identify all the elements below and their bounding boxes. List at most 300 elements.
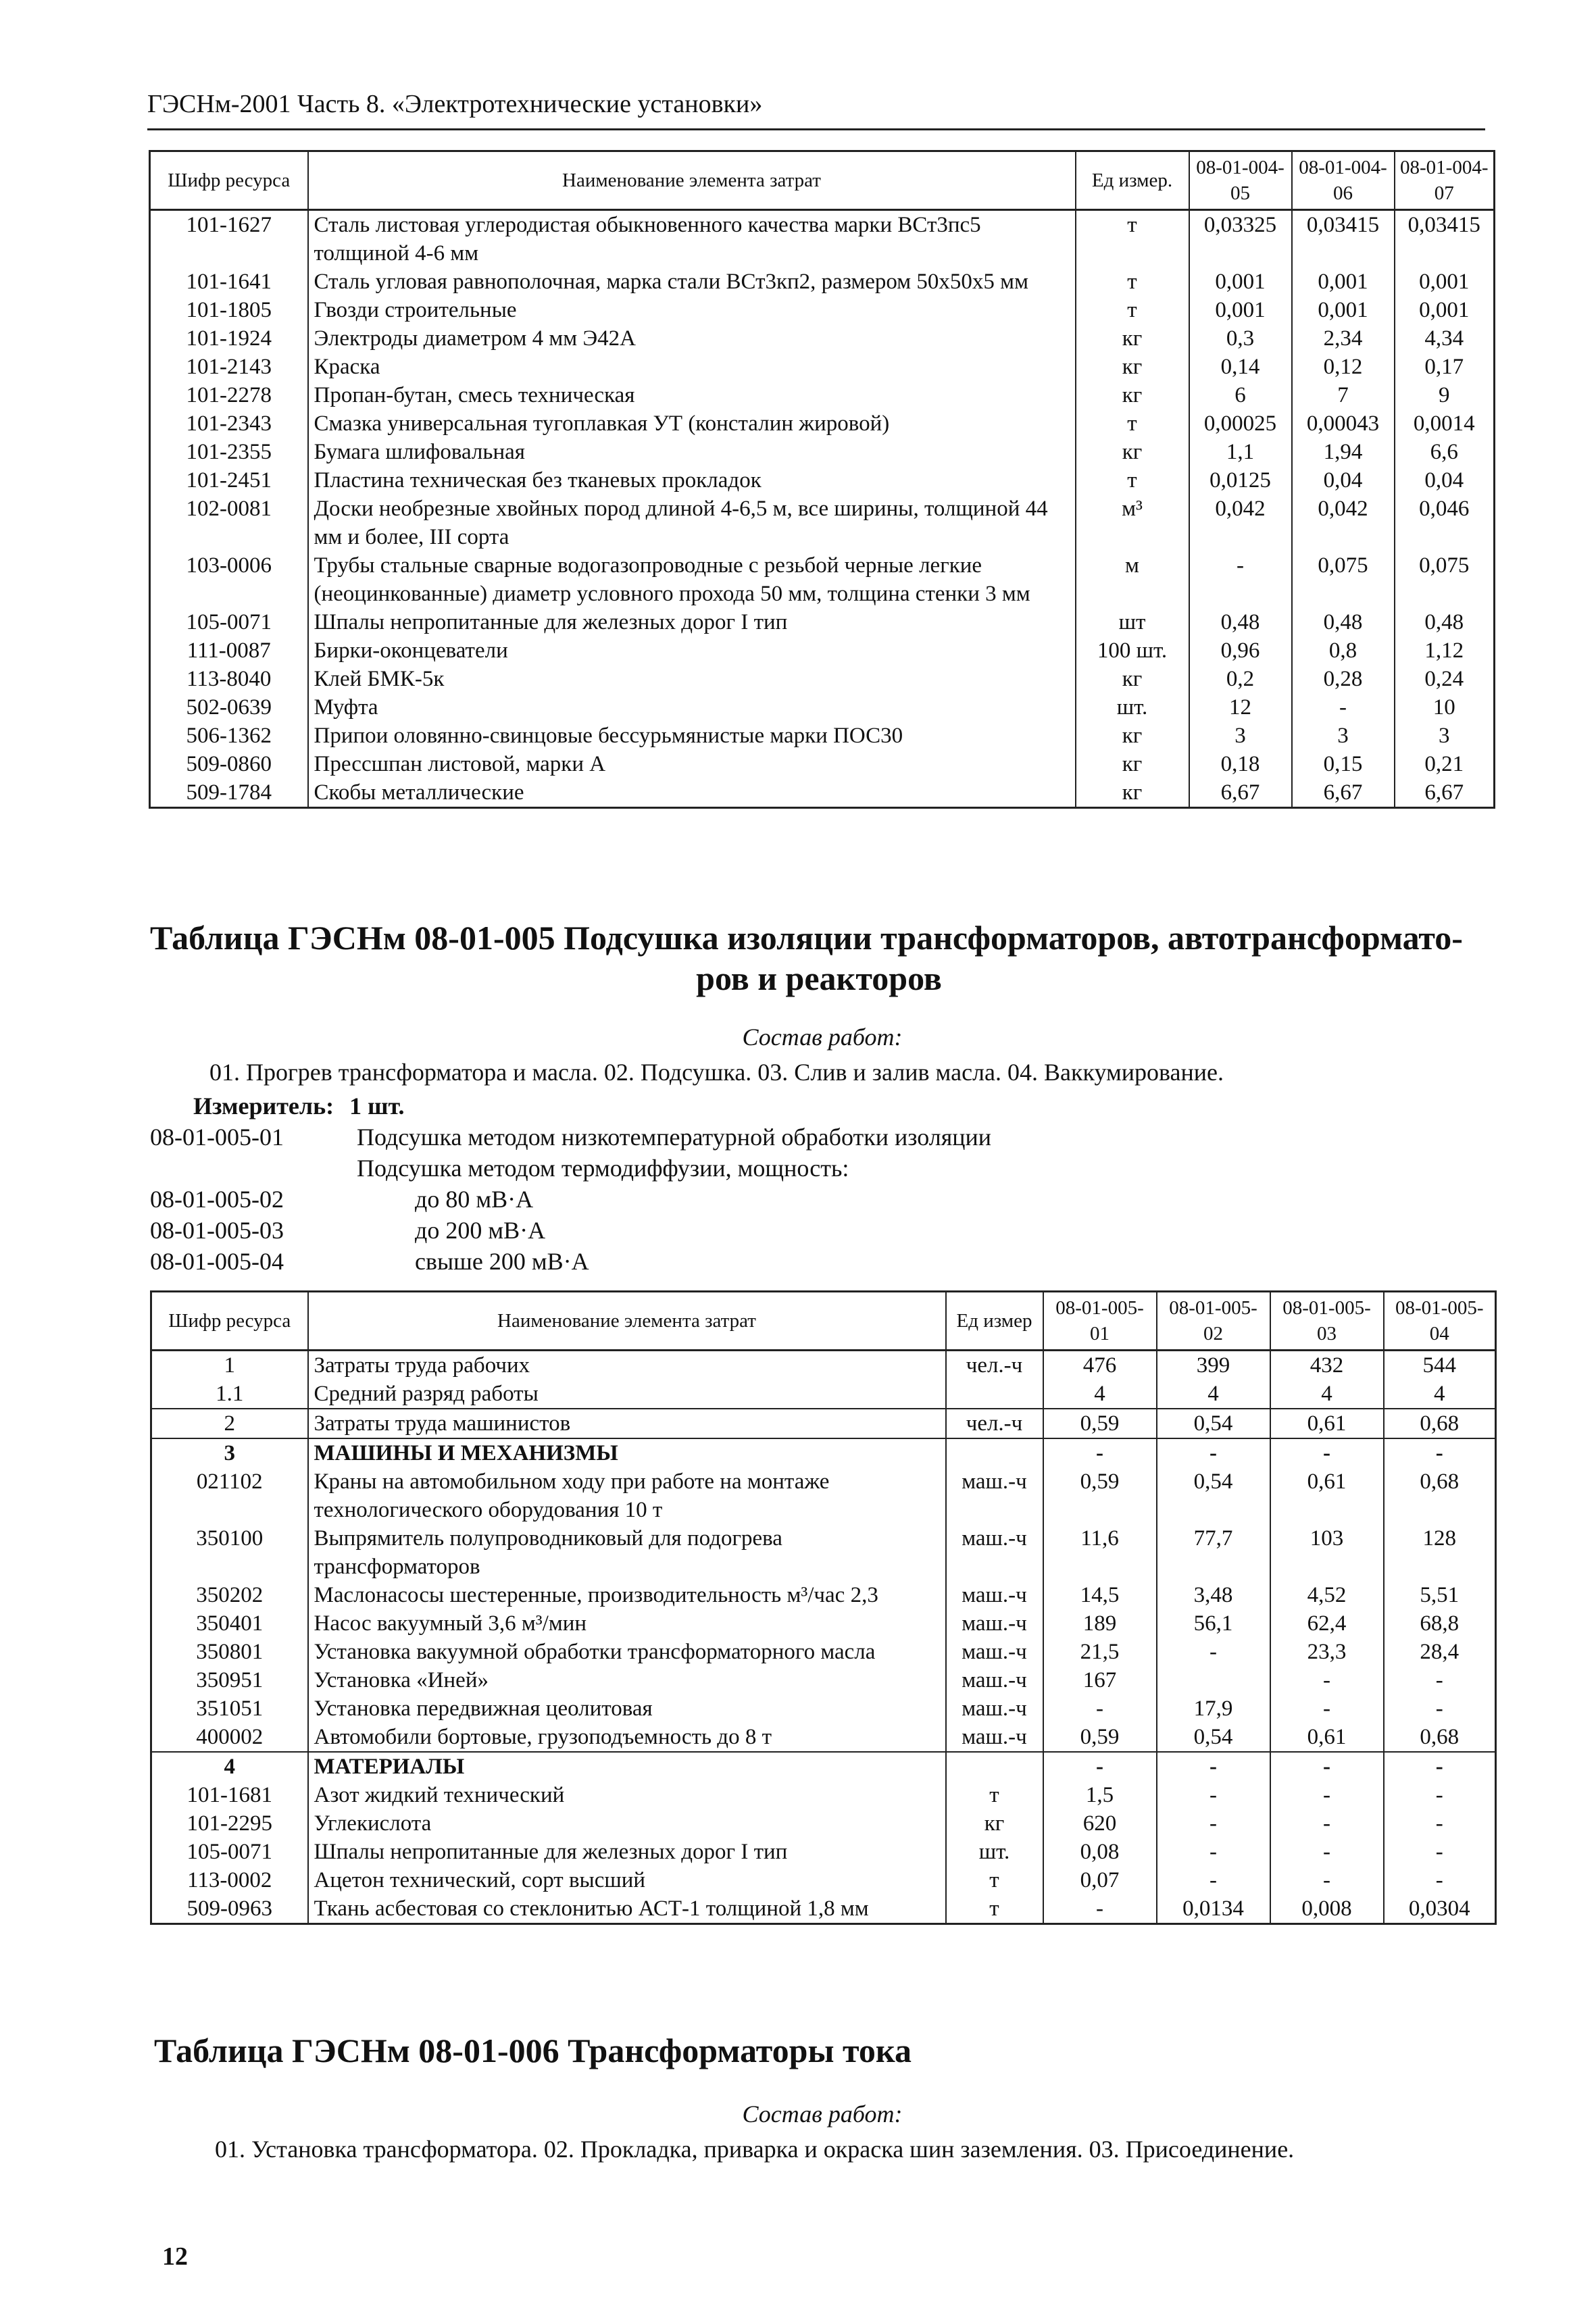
resource-unit: т (1076, 296, 1189, 324)
value-005-03: - (1270, 1866, 1384, 1894)
value-004-07: 3 (1395, 722, 1495, 750)
value-004-07: 0,0014 (1395, 409, 1495, 438)
value-005-04: 28,4 (1384, 1638, 1496, 1666)
resource-unit: кг (1076, 381, 1189, 409)
table-row (151, 1438, 1496, 1467)
resource-code: 102-0081 (150, 495, 308, 551)
resource-unit: кг (946, 1809, 1043, 1838)
col-header-005-02: 08-01-005-02 (1157, 1292, 1270, 1351)
value-005-01: 0,59 (1043, 1409, 1157, 1438)
resource-name: Затраты труда машинистов (308, 1409, 946, 1438)
resource-code: 350801 (151, 1638, 308, 1666)
resource-unit: т (1076, 466, 1189, 495)
resource-name: Насос вакуумный 3,6 м³/мин (308, 1609, 946, 1638)
resource-name: МАШИНЫ И МЕХАНИЗМЫ (308, 1438, 946, 1467)
running-header (147, 80, 1485, 130)
resource-unit: м³ (1076, 495, 1189, 551)
resource-unit (946, 1438, 1043, 1467)
resource-code: 101-2451 (150, 466, 308, 495)
value-005-03: - (1270, 1666, 1384, 1694)
table-row (150, 665, 1495, 693)
resource-table-005 (150, 1290, 1497, 1925)
value-004-07: 1,12 (1395, 636, 1495, 665)
value-005-02: 77,7 (1157, 1524, 1270, 1581)
value-005-03: 103 (1270, 1524, 1384, 1581)
value-005-01: - (1043, 1894, 1157, 1924)
resource-name: Краны на автомобильном ходу при работе на монтаже технологического оборудования 10 т (308, 1467, 946, 1524)
col-header-unit: Ед измер (946, 1292, 1043, 1351)
resource-unit (946, 1380, 1043, 1409)
value-004-06: 1,94 (1292, 438, 1395, 466)
resource-name: Трубы стальные сварные водогазопроводные с резьбой черные легкие (неоцинкованные) диаметр условного прохода 50 мм, толщина стенки 3 мм (308, 551, 1076, 608)
table-005-title-line2: ров и реакторов (696, 959, 942, 997)
resource-code: 103-0006 (150, 551, 308, 608)
value-004-05: 3 (1189, 722, 1292, 750)
resource-name: Установка «Иней» (308, 1666, 946, 1694)
table-row (151, 1752, 1496, 1781)
value-005-01: 14,5 (1043, 1581, 1157, 1609)
value-004-05: 0,96 (1189, 636, 1292, 665)
value-005-02: 0,0134 (1157, 1894, 1270, 1924)
value-005-03: 0,008 (1270, 1894, 1384, 1924)
resource-code: 101-2278 (150, 381, 308, 409)
resource-unit: т (946, 1781, 1043, 1809)
table-row (151, 1409, 1496, 1438)
value-004-06: 0,28 (1292, 665, 1395, 693)
value-005-02 (1157, 1666, 1270, 1694)
resource-name: Припои оловянно-свинцовые бессурьмянистые марки ПОС30 (308, 722, 1076, 750)
resource-unit: маш.-ч (946, 1638, 1043, 1666)
table-row (150, 353, 1495, 381)
value-004-05: 6 (1189, 381, 1292, 409)
table-row (150, 381, 1495, 409)
resource-name: Автомобили бортовые, грузоподъемность до 8 т (308, 1723, 946, 1752)
resource-unit: чел.-ч (946, 1351, 1043, 1380)
norm-item (150, 1184, 1434, 1215)
resource-unit: шт (1076, 608, 1189, 636)
norm-list (150, 1122, 1434, 1277)
value-005-04: - (1384, 1694, 1496, 1723)
value-005-01: 167 (1043, 1666, 1157, 1694)
resource-unit: маш.-ч (946, 1609, 1043, 1638)
value-005-02: - (1157, 1781, 1270, 1809)
value-004-06: 2,34 (1292, 324, 1395, 353)
col-header-005-04: 08-01-005-04 (1384, 1292, 1496, 1351)
resource-name: Пластина техническая без тканевых прокладок (308, 466, 1076, 495)
resource-code: 113-0002 (151, 1866, 308, 1894)
table-row (150, 438, 1495, 466)
resource-unit: т (1076, 409, 1189, 438)
value-005-02: 0,54 (1157, 1723, 1270, 1752)
resource-code: 506-1362 (150, 722, 308, 750)
table-row (150, 210, 1495, 268)
resource-code: 351051 (151, 1694, 308, 1723)
resource-code: 350401 (151, 1609, 308, 1638)
meter-value: 1 шт. (349, 1092, 405, 1120)
resource-name: МАТЕРИАЛЫ (308, 1752, 946, 1781)
value-005-01: 0,07 (1043, 1866, 1157, 1894)
resource-code: 1.1 (151, 1380, 308, 1409)
resource-code: 350100 (151, 1524, 308, 1581)
resource-code: 101-1681 (151, 1781, 308, 1809)
value-004-05: 0,48 (1189, 608, 1292, 636)
resource-name: Пропан-бутан, смесь техническая (308, 381, 1076, 409)
norm-code: 08-01-005-02 (150, 1186, 284, 1213)
value-005-02: 4 (1157, 1380, 1270, 1409)
resource-code: 4 (151, 1752, 308, 1781)
table-row (150, 324, 1495, 353)
norm-code: 08-01-005-03 (150, 1217, 284, 1244)
norm-text: до 200 мВ·А (415, 1217, 546, 1244)
value-004-05: 0,18 (1189, 750, 1292, 778)
value-004-07: 9 (1395, 381, 1495, 409)
resource-code: 502-0639 (150, 693, 308, 722)
value-005-02: - (1157, 1866, 1270, 1894)
value-004-05: 0,03325 (1189, 210, 1292, 268)
resource-unit: шт. (1076, 693, 1189, 722)
value-005-04: - (1384, 1438, 1496, 1467)
composition-label: Состав работ: (742, 1024, 903, 1051)
table-row (150, 636, 1495, 665)
value-005-03: 432 (1270, 1351, 1384, 1380)
value-005-03: 0,61 (1270, 1467, 1384, 1524)
value-005-02: 0,54 (1157, 1467, 1270, 1524)
resource-unit: маш.-ч (946, 1694, 1043, 1723)
value-004-05: 0,042 (1189, 495, 1292, 551)
value-004-07: 0,21 (1395, 750, 1495, 778)
resource-unit (946, 1752, 1043, 1781)
value-004-07: 0,046 (1395, 495, 1495, 551)
resource-name: Азот жидкий технический (308, 1781, 946, 1809)
resource-unit: кг (1076, 750, 1189, 778)
composition-text: 01. Прогрев трансформатора и масла. 02. Подсушка. 03. Слив и залив масла. 04. Ваккумирование. (209, 1059, 1224, 1086)
value-005-01: - (1043, 1438, 1157, 1467)
value-005-03: - (1270, 1838, 1384, 1866)
value-004-05: 0,2 (1189, 665, 1292, 693)
value-004-05: 0,001 (1189, 296, 1292, 324)
table-row (151, 1351, 1496, 1380)
value-005-04: - (1384, 1809, 1496, 1838)
table-row (150, 495, 1495, 551)
value-005-04: 68,8 (1384, 1609, 1496, 1638)
value-005-02: - (1157, 1809, 1270, 1838)
resource-code: 400002 (151, 1723, 308, 1752)
resource-name: Бирки-оконцеватели (308, 636, 1076, 665)
value-005-02: 3,48 (1157, 1581, 1270, 1609)
resource-code: 101-1627 (150, 210, 308, 268)
value-005-01: 1,5 (1043, 1781, 1157, 1809)
resource-name: Углекислота (308, 1809, 946, 1838)
value-005-04: 544 (1384, 1351, 1496, 1380)
value-004-06: 0,48 (1292, 608, 1395, 636)
value-004-07: 0,001 (1395, 296, 1495, 324)
value-005-04: 0,0304 (1384, 1894, 1496, 1924)
resource-unit: маш.-ч (946, 1723, 1043, 1752)
value-004-05: 0,0125 (1189, 466, 1292, 495)
value-005-03: - (1270, 1781, 1384, 1809)
resource-unit: т (1076, 268, 1189, 296)
resource-unit: маш.-ч (946, 1666, 1043, 1694)
value-004-06: 0,001 (1292, 268, 1395, 296)
value-004-07: 0,24 (1395, 665, 1495, 693)
value-005-01: 21,5 (1043, 1638, 1157, 1666)
resource-code: 101-2143 (150, 353, 308, 381)
resource-unit: кг (1076, 722, 1189, 750)
norm-item (150, 1153, 1434, 1184)
value-004-07: 0,04 (1395, 466, 1495, 495)
value-004-06: 0,8 (1292, 636, 1395, 665)
value-004-07: 0,001 (1395, 268, 1495, 296)
resource-name: Затраты труда рабочих (308, 1351, 946, 1380)
value-005-01: 11,6 (1043, 1524, 1157, 1581)
table-row (150, 409, 1495, 438)
col-header-code: Шифр ресурса (150, 151, 308, 210)
col-header-004-05: 08-01-004-05 (1189, 151, 1292, 210)
value-005-02: 17,9 (1157, 1694, 1270, 1723)
resource-name: Выпрямитель полупроводниковый для подогрева трансформаторов (308, 1524, 946, 1581)
table-row (151, 1467, 1496, 1524)
table-row (150, 693, 1495, 722)
resource-code: 509-1784 (150, 778, 308, 808)
resource-name: Прессшпан листовой, марки А (308, 750, 1076, 778)
table-row (151, 1609, 1496, 1638)
value-005-04: 128 (1384, 1524, 1496, 1581)
value-005-01: 0,08 (1043, 1838, 1157, 1866)
table-row (151, 1524, 1496, 1581)
norm-code: 08-01-005-01 (150, 1124, 284, 1151)
resource-name: Электроды диаметром 4 мм Э42А (308, 324, 1076, 353)
resource-code: 105-0071 (151, 1838, 308, 1866)
resource-name: Ацетон технический, сорт высший (308, 1866, 946, 1894)
resource-unit: т (946, 1894, 1043, 1924)
value-005-03: 4,52 (1270, 1581, 1384, 1609)
value-005-03: 0,61 (1270, 1409, 1384, 1438)
table-row (150, 750, 1495, 778)
resource-code: 101-1924 (150, 324, 308, 353)
value-005-01: 620 (1043, 1809, 1157, 1838)
value-005-04: - (1384, 1666, 1496, 1694)
resource-unit: кг (1076, 353, 1189, 381)
table-row (151, 1723, 1496, 1752)
table-row (150, 466, 1495, 495)
meter-label: Измеритель: (193, 1092, 334, 1120)
value-004-06: 0,15 (1292, 750, 1395, 778)
value-005-03: - (1270, 1438, 1384, 1467)
value-004-05: 0,00025 (1189, 409, 1292, 438)
resource-unit: т (1076, 210, 1189, 268)
resource-name: Смазка универсальная тугоплавкая УТ (консталин жировой) (308, 409, 1076, 438)
value-005-02: 0,54 (1157, 1409, 1270, 1438)
value-005-01: 4 (1043, 1380, 1157, 1409)
value-005-01: 0,59 (1043, 1723, 1157, 1752)
value-004-06: 0,001 (1292, 296, 1395, 324)
value-004-06: 0,075 (1292, 551, 1395, 608)
resource-code: 101-2295 (151, 1809, 308, 1838)
table-row (151, 1809, 1496, 1838)
resource-code: 021102 (151, 1467, 308, 1524)
meter-line (193, 1090, 404, 1122)
table-006-title: Таблица ГЭСНм 08-01-006 Трансформаторы тока (154, 2032, 912, 2069)
col-header-name: Наименование элемента затрат (308, 1292, 946, 1351)
col-header-005-03: 08-01-005-03 (1270, 1292, 1384, 1351)
norm-item (150, 1246, 1434, 1277)
table-header-row (150, 151, 1495, 210)
value-004-07: 6,6 (1395, 438, 1495, 466)
value-005-03: 62,4 (1270, 1609, 1384, 1638)
value-004-06: 3 (1292, 722, 1395, 750)
value-004-06: - (1292, 693, 1395, 722)
resource-unit: 100 шт. (1076, 636, 1189, 665)
table-row (151, 1581, 1496, 1609)
value-005-04: - (1384, 1838, 1496, 1866)
value-004-05: 0,001 (1189, 268, 1292, 296)
value-004-07: 0,075 (1395, 551, 1495, 608)
resource-code: 3 (151, 1438, 308, 1467)
table-005-title (150, 917, 1488, 999)
header-text: ГЭСНм-2001 Часть 8. «Электротехнические установки» (147, 90, 763, 118)
value-005-03: 0,61 (1270, 1723, 1384, 1752)
resource-name: Маслонасосы шестеренные, производительность м³/час 2,3 (308, 1581, 946, 1609)
resource-code: 509-0860 (150, 750, 308, 778)
value-005-03: 23,3 (1270, 1638, 1384, 1666)
value-004-06: 6,67 (1292, 778, 1395, 808)
resource-unit: кг (1076, 778, 1189, 808)
table-row (150, 722, 1495, 750)
resource-name: Скобы металлические (308, 778, 1076, 808)
value-004-05: 6,67 (1189, 778, 1292, 808)
resource-name: Муфта (308, 693, 1076, 722)
resource-name: Установка вакуумной обработки трансформаторного масла (308, 1638, 946, 1666)
value-005-02: - (1157, 1752, 1270, 1781)
norm-code: 08-01-005-04 (150, 1248, 284, 1275)
resource-unit: маш.-ч (946, 1524, 1043, 1581)
table-row (150, 778, 1495, 808)
resource-code: 105-0071 (150, 608, 308, 636)
resource-name: Шпалы непропитанные для железных дорог I тип (308, 1838, 946, 1866)
table-header-row (151, 1292, 1496, 1351)
resource-unit: кг (1076, 665, 1189, 693)
resource-code: 350951 (151, 1666, 308, 1694)
resource-code: 101-2355 (150, 438, 308, 466)
col-header-unit: Ед измер. (1076, 151, 1189, 210)
value-004-05: 1,1 (1189, 438, 1292, 466)
value-005-01: 189 (1043, 1609, 1157, 1638)
value-004-07: 10 (1395, 693, 1495, 722)
resource-code: 1 (151, 1351, 308, 1380)
value-004-05: - (1189, 551, 1292, 608)
resource-unit: т (946, 1866, 1043, 1894)
value-004-05: 0,3 (1189, 324, 1292, 353)
norm-text: Подсушка методом низкотемпературной обработки изоляции (357, 1124, 992, 1151)
resource-name: Сталь угловая равнополочная, марка стали ВСт3кп2, размером 50х50х5 мм (308, 268, 1076, 296)
value-005-04: 0,68 (1384, 1467, 1496, 1524)
value-004-05: 0,14 (1189, 353, 1292, 381)
value-005-02: 56,1 (1157, 1609, 1270, 1638)
resource-unit: чел.-ч (946, 1409, 1043, 1438)
value-005-01: 0,59 (1043, 1467, 1157, 1524)
resource-unit: кг (1076, 324, 1189, 353)
value-005-02: - (1157, 1838, 1270, 1866)
value-005-02: - (1157, 1438, 1270, 1467)
value-004-07: 0,48 (1395, 608, 1495, 636)
resource-unit: маш.-ч (946, 1467, 1043, 1524)
resource-name: Бумага шлифовальная (308, 438, 1076, 466)
resource-unit: маш.-ч (946, 1581, 1043, 1609)
resource-name: Гвозди строительные (308, 296, 1076, 324)
value-005-01: 476 (1043, 1351, 1157, 1380)
resource-table-004 (149, 150, 1495, 809)
value-005-02: 399 (1157, 1351, 1270, 1380)
col-header-code: Шифр ресурса (151, 1292, 308, 1351)
value-004-06: 0,00043 (1292, 409, 1395, 438)
resource-code: 509-0963 (151, 1894, 308, 1924)
resource-code: 350202 (151, 1581, 308, 1609)
value-005-04: - (1384, 1752, 1496, 1781)
value-004-06: 7 (1292, 381, 1395, 409)
table-row (151, 1694, 1496, 1723)
table-row (151, 1666, 1496, 1694)
norm-item (150, 1122, 1434, 1153)
table-row (151, 1781, 1496, 1809)
table-005-title-line1: Таблица ГЭСНм 08-01-005 Подсушка изоляции трансформаторов, автотрансформато- (150, 919, 1463, 957)
resource-unit: шт. (946, 1838, 1043, 1866)
value-004-07: 0,03415 (1395, 210, 1495, 268)
table-row (151, 1380, 1496, 1409)
col-header-005-01: 08-01-005-01 (1043, 1292, 1157, 1351)
composition-text-006: 01. Установка трансформатора. 02. Прокладка, приварка и окраска шин заземления. 03. Присоединение. (215, 2136, 1295, 2163)
table-row (151, 1866, 1496, 1894)
value-004-07: 0,17 (1395, 353, 1495, 381)
resource-name: Средний разряд работы (308, 1380, 946, 1409)
value-005-02: - (1157, 1638, 1270, 1666)
table-row (151, 1894, 1496, 1924)
value-005-04: - (1384, 1866, 1496, 1894)
value-005-03: - (1270, 1694, 1384, 1723)
value-005-03: - (1270, 1752, 1384, 1781)
norm-text: до 80 мВ·А (415, 1186, 534, 1213)
col-header-004-06: 08-01-004-06 (1292, 151, 1395, 210)
value-004-05: 12 (1189, 693, 1292, 722)
page-number: 12 (162, 2242, 188, 2271)
resource-name: Ткань асбестовая со стеклонитью АСТ-1 толщиной 1,8 мм (308, 1894, 946, 1924)
col-header-004-07: 08-01-004-07 (1395, 151, 1495, 210)
value-005-04: - (1384, 1781, 1496, 1809)
value-004-06: 0,03415 (1292, 210, 1395, 268)
table-row (150, 608, 1495, 636)
norm-item (150, 1215, 1434, 1246)
norm-text: свыше 200 мВ·А (415, 1248, 589, 1275)
resource-code: 101-2343 (150, 409, 308, 438)
resource-name: Шпалы непропитанные для железных дорог I тип (308, 608, 1076, 636)
value-004-07: 4,34 (1395, 324, 1495, 353)
value-004-06: 0,04 (1292, 466, 1395, 495)
value-005-04: 0,68 (1384, 1723, 1496, 1752)
table-row (151, 1638, 1496, 1666)
value-005-04: 4 (1384, 1380, 1496, 1409)
value-005-04: 0,68 (1384, 1409, 1496, 1438)
value-005-04: 5,51 (1384, 1581, 1496, 1609)
resource-name: Сталь листовая углеродистая обыкновенного качества марки ВСт3пс5 толщиной 4-6 мм (308, 210, 1076, 268)
value-005-03: - (1270, 1809, 1384, 1838)
resource-code: 2 (151, 1409, 308, 1438)
resource-code: 113-8040 (150, 665, 308, 693)
resource-name: Краска (308, 353, 1076, 381)
resource-unit: кг (1076, 438, 1189, 466)
resource-name: Клей БМК-5к (308, 665, 1076, 693)
value-004-06: 0,042 (1292, 495, 1395, 551)
norm-text: Подсушка методом термодиффузии, мощность: (357, 1155, 849, 1182)
table-row (150, 268, 1495, 296)
